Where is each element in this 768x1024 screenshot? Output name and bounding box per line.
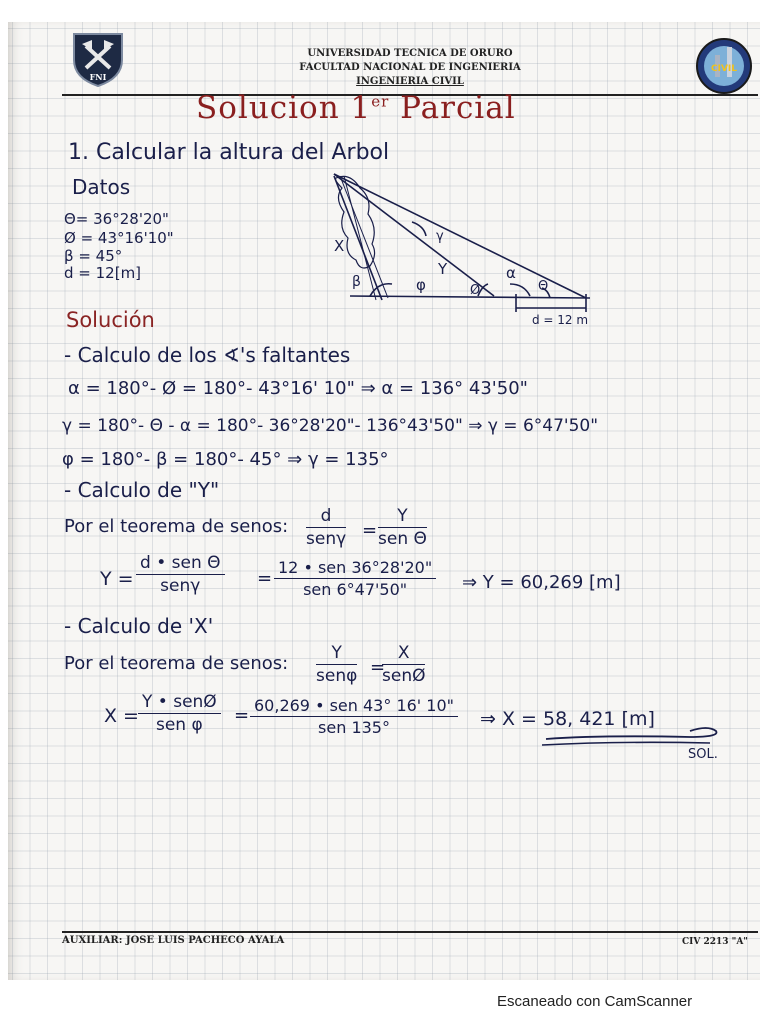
step2-heading: - Calculo de "Y": [64, 478, 220, 502]
header: [250, 47, 570, 89]
dato-phi: Ø = 43°16'10": [64, 229, 174, 247]
title-sup: er: [371, 92, 390, 111]
dato-theta: Θ= 36°28'20": [64, 210, 169, 228]
result-underline: [540, 725, 740, 749]
x-result: ⇒ X = 58, 421 [m]: [480, 708, 655, 730]
label-theta-small: Ø: [470, 283, 481, 298]
y-calc-lhs: Y =: [100, 568, 134, 590]
label-x: X: [334, 237, 345, 255]
title-main: Solucion 1: [196, 90, 372, 126]
camscanner-watermark: Escaneado con CamScanner: [497, 993, 693, 1010]
theorem-label-y: Por el teorema de senos:: [64, 516, 289, 537]
x-calc-frac1: Y • senØ sen φ: [138, 692, 221, 735]
problem-statement: 1. Calcular la altura del Arbol: [68, 140, 390, 165]
y-calc-frac1: d • sen Θ senγ: [136, 553, 225, 596]
eq-sign-2: =: [257, 568, 273, 589]
sine-law-y-frac1: d senγ: [306, 506, 347, 549]
sol-mark: SOL.: [688, 747, 718, 762]
label-phi: φ: [416, 276, 426, 294]
datos-label: Datos: [72, 175, 131, 199]
fni-logo-text: FNI: [89, 72, 107, 82]
y-calc-frac2: 12 • sen 36°28'20" sen 6°47'50": [274, 558, 436, 599]
solution-label: Solución: [66, 308, 155, 332]
eq-gamma: γ = 180°- Θ - α = 180°- 36°28'20"- 136°43'50" ⇒ γ = 6°47'50": [62, 416, 599, 436]
sine-law-x-frac1: Y senφ: [316, 643, 358, 686]
faculty-name: FACULTAD NACIONAL DE INGENIERIA: [299, 62, 521, 73]
x-calc-lhs: X =: [104, 705, 139, 727]
career-name: INGENIERIA CIVIL: [356, 76, 464, 87]
civil-logo-text: CIVIL: [710, 64, 738, 74]
auxiliar-name: AUXILIAR: JOSE LUIS PACHECO AYALA: [62, 935, 285, 946]
step1-heading: - Calculo de los ∢'s faltantes: [64, 343, 351, 367]
dato-beta: β = 45°: [64, 247, 123, 265]
course-code: CIV 2213 "A": [681, 937, 748, 947]
eq-sign-4: =: [234, 705, 250, 726]
university-name: UNIVERSIDAD TECNICA DE ORURO: [307, 48, 513, 59]
title-rest: Parcial: [389, 90, 516, 126]
label-beta: β: [352, 274, 361, 290]
sine-law-y-frac2: Y sen Θ: [378, 506, 427, 549]
sine-law-x-frac2: X senØ: [382, 643, 426, 686]
eq-sign-1: =: [362, 520, 378, 541]
eq-sign-3: =: [370, 657, 386, 678]
label-y: Y: [438, 260, 448, 278]
fni-logo: [70, 30, 126, 88]
eq-phi: φ = 180°- β = 180°- 45° ⇒ γ = 135°: [62, 449, 389, 470]
eq-alpha: α = 180°- Ø = 180°- 43°16' 10" ⇒ α = 136° 43'50": [68, 378, 528, 399]
theorem-label-x: Por el teorema de senos:: [64, 653, 289, 674]
label-theta: Θ: [538, 279, 549, 294]
x-calc-frac2: 60,269 • sen 43° 16' 10" sen 135°: [250, 696, 458, 737]
civil-logo: [693, 37, 755, 95]
page-title: [196, 90, 516, 126]
dato-d: d = 12[m]: [64, 264, 142, 282]
footer-rule: [62, 931, 758, 933]
step3-heading: - Calculo de 'X': [64, 614, 214, 638]
label-alpha: α: [506, 264, 516, 282]
label-gamma: γ: [436, 229, 444, 244]
tree-diagram: [320, 168, 610, 342]
y-result: ⇒ Y = 60,269 [m]: [462, 572, 621, 593]
label-d: d = 12 m: [532, 313, 589, 327]
